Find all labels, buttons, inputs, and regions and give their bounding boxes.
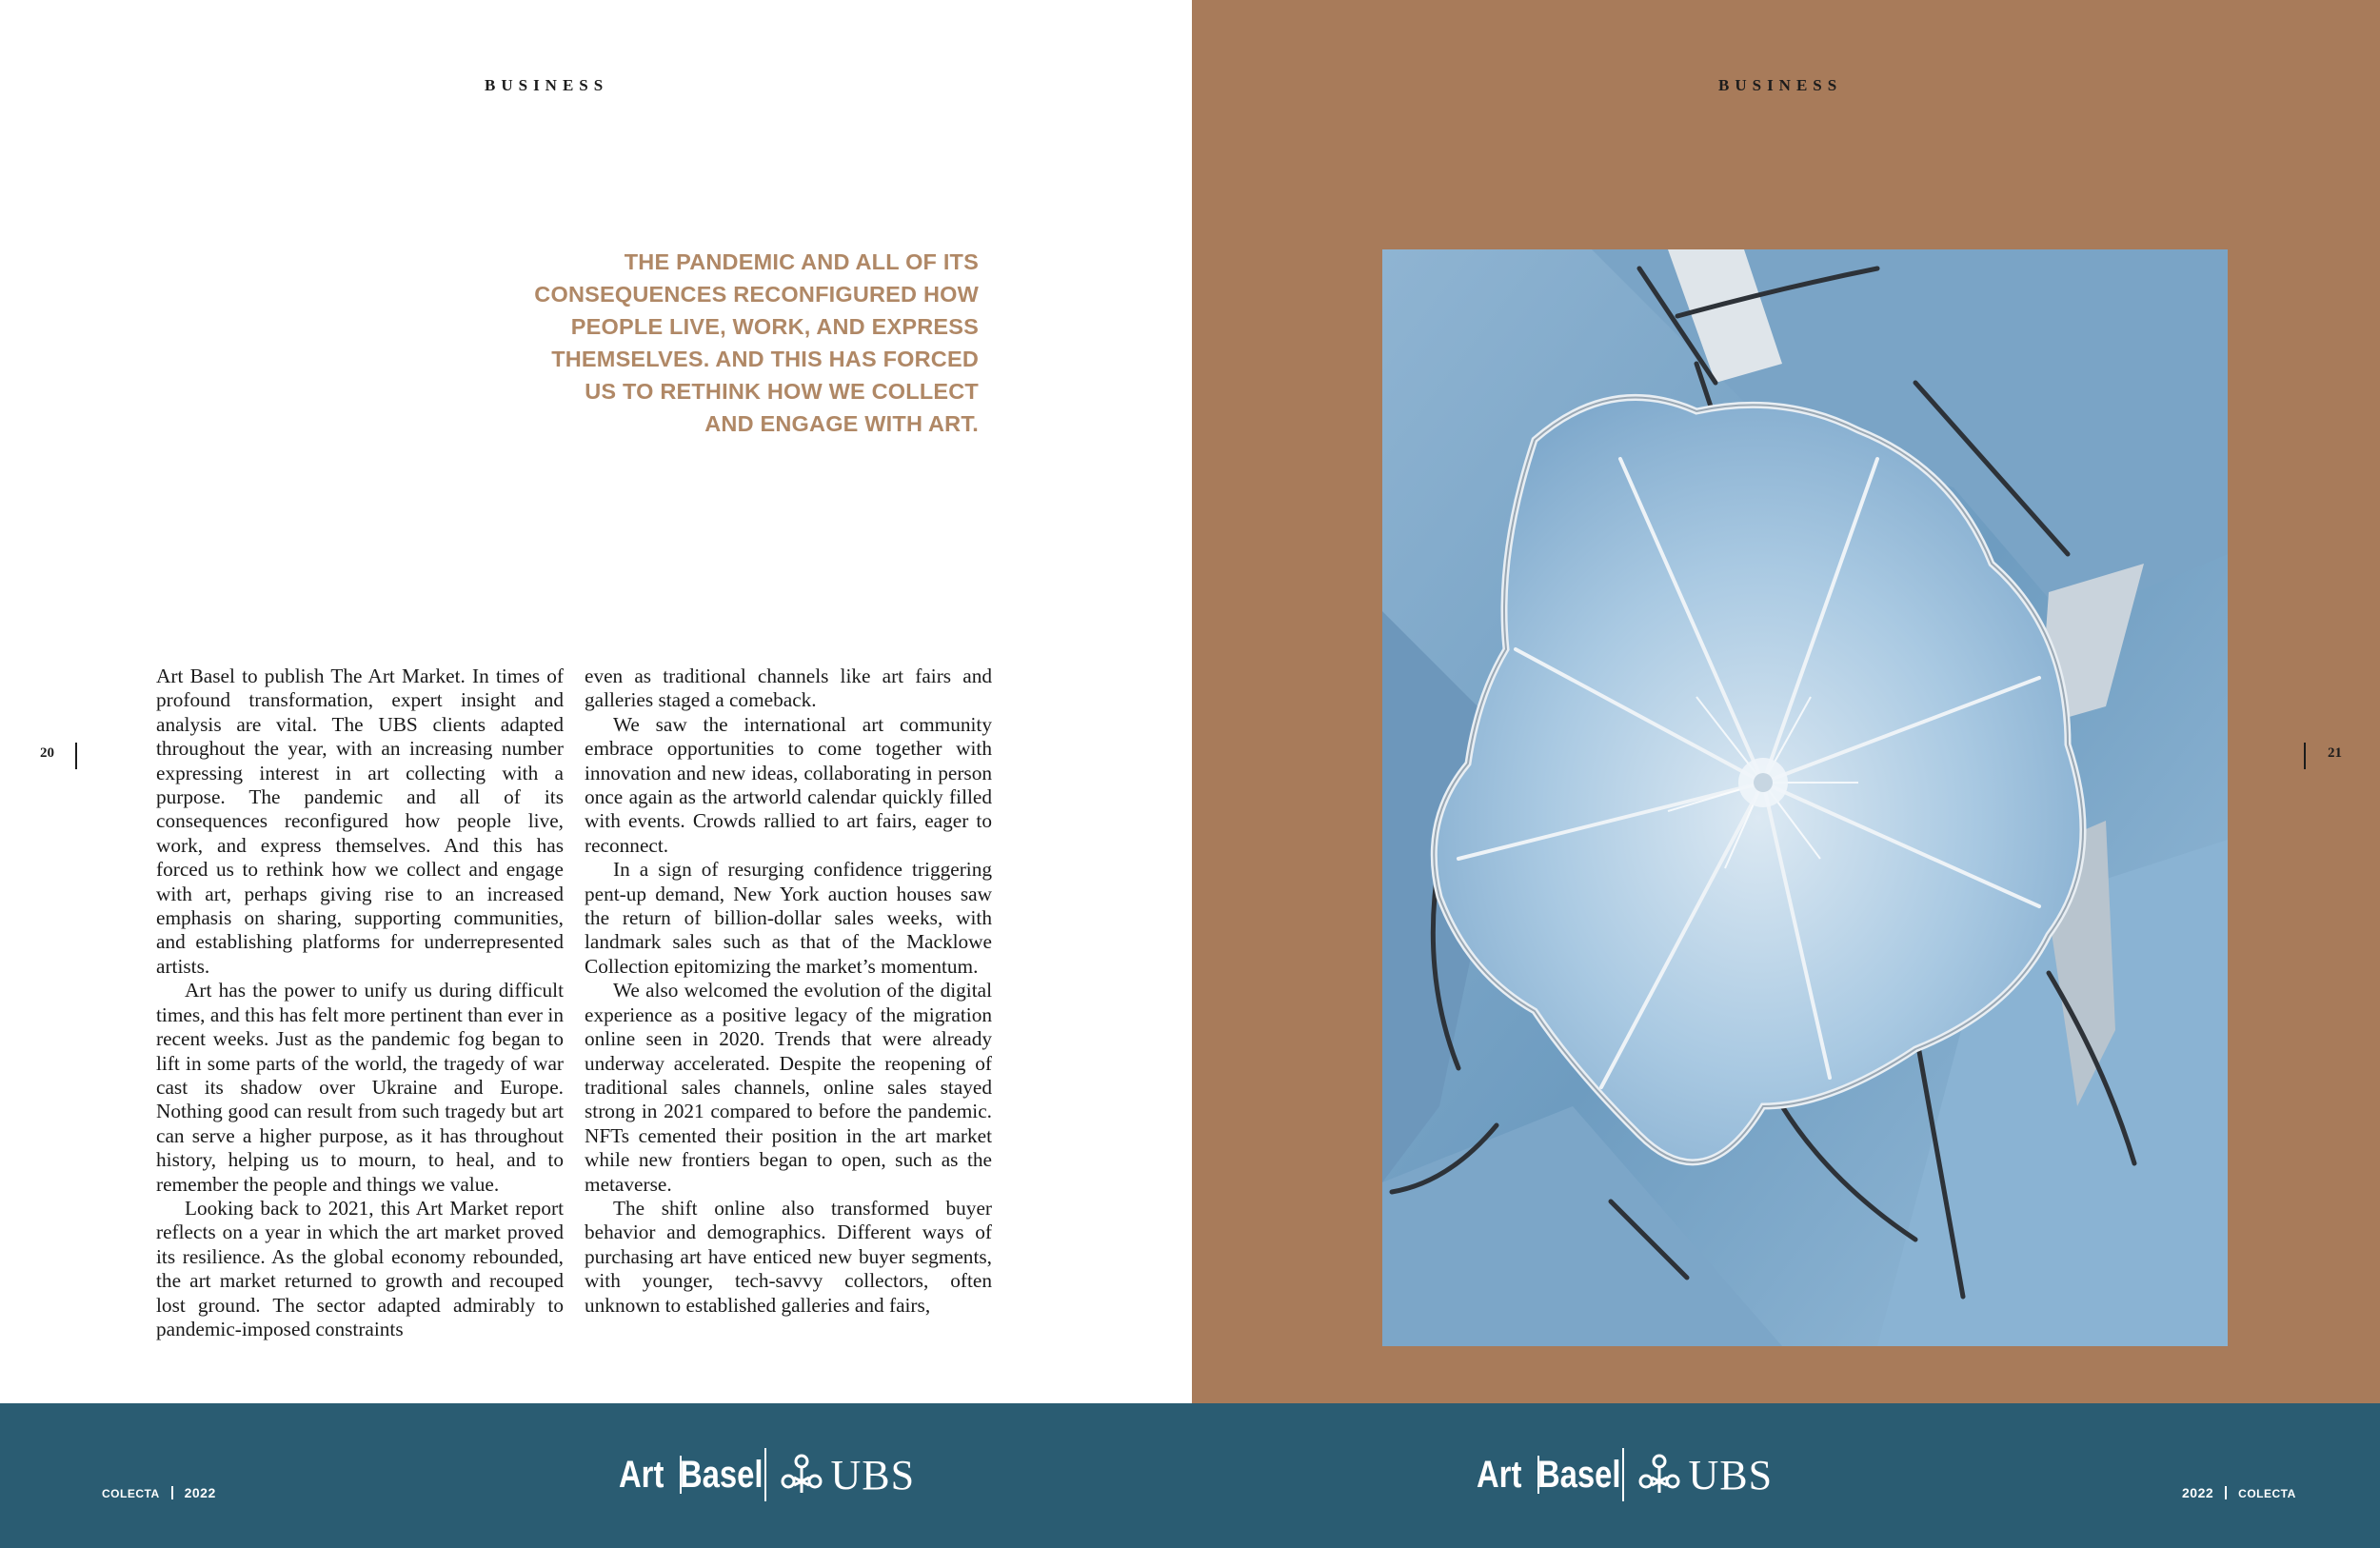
logo-basel: Basel bbox=[1537, 1453, 1621, 1496]
page-number: 21 bbox=[2328, 745, 2342, 761]
pullquote: THE PANDEMIC AND ALL OF ITS CONSEQUENCES RECONFIGURED HOW PEOPLE LIVE, WORK, AND EXPRESS THEMSELVES. AND THIS HAS FORCED US TO RETHINK HOW WE COLLECT AND ENGAGE WITH ART. bbox=[534, 249, 979, 436]
text-column-2 bbox=[585, 665, 992, 1318]
paragraph: In a sign of resurging confidence triggering pent-up demand, New York auction houses saw the return of billion-dollar sales weeks, with landmark sales such as that of the Macklowe Collection epitomizing the market’s momentum. bbox=[585, 858, 992, 978]
paragraph: even as traditional channels like art fairs and galleries staged a comeback. bbox=[585, 665, 992, 712]
footer-separator bbox=[2225, 1486, 2227, 1499]
issue-year: 2022 bbox=[2182, 1485, 2214, 1500]
magazine-name: COLECTA bbox=[2238, 1487, 2296, 1500]
footer-band bbox=[0, 1403, 2380, 1548]
footer-left-credit bbox=[102, 1485, 216, 1500]
footer-right-credit bbox=[2182, 1485, 2296, 1500]
page-number-rule bbox=[75, 743, 77, 769]
logo-divider bbox=[764, 1448, 766, 1501]
section-label: BUSINESS bbox=[485, 76, 609, 94]
section-label: BUSINESS bbox=[1718, 76, 1843, 94]
paragraph: Looking back to 2021, this Art Market report reflects on a year in which the art market proved its resilience. As the global economy rebounded, the art market returned to growth and recouped lost ground. The sector adapted admirably to pandemic-imposed constraints bbox=[156, 1196, 564, 1340]
logo-art: Art bbox=[619, 1453, 664, 1496]
text-column-1 bbox=[156, 665, 564, 1341]
logo-ubs: UBS bbox=[1688, 1451, 1774, 1498]
page-number: 20 bbox=[40, 745, 54, 761]
ubs-keys-icon bbox=[1637, 1453, 1681, 1497]
magazine-name: COLECTA bbox=[102, 1487, 160, 1500]
logo-art: Art bbox=[1477, 1453, 1522, 1496]
logo-ubs: UBS bbox=[830, 1451, 916, 1498]
footer-separator bbox=[171, 1486, 173, 1499]
paragraph: We also welcomed the evolution of the digital experience as a positive legacy of the migration online seen in 2020. Trends that were already underway accelerated. Despite the reopening of traditional sales channels, online sales stayed strong in 2021 compared to before the pandemic. NFTs cemented their position in the art market while new frontiers began to open, such as the metaverse. bbox=[585, 979, 992, 1196]
logo-divider bbox=[1622, 1448, 1624, 1501]
sponsor-logo bbox=[619, 1441, 915, 1508]
paragraph: Art has the power to unify us during difficult times, and this has felt more pertinent than ever in recent weeks. Just as the pandemic fog began to lift in some parts of the world, the tragedy of war cast its shadow over Ukraine and Europe. Nothing good can result from such tragedy but art can serve a higher purpose, as it has throughout history, helping us to mourn, to heal, and to remember the people and things we value. bbox=[156, 979, 564, 1196]
paragraph: The shift online also transformed buyer behavior and demographics. Different ways of purchasing art have enticed new buyer segments, with younger, tech-savvy collectors, often unknown to established galleries and fairs, bbox=[585, 1196, 992, 1317]
artwork-photo bbox=[1382, 249, 2228, 1346]
logo-basel: Basel bbox=[679, 1453, 764, 1496]
paragraph: We saw the international art community embrace opportunities to come together with innovation and new ideas, collaborating in person once again as the artworld calendar quickly filled with events. Crowds rallied to art fairs, eager to reconnect. bbox=[585, 712, 992, 857]
left-page bbox=[0, 0, 1192, 1403]
issue-year: 2022 bbox=[184, 1485, 216, 1500]
sponsor-logo bbox=[1477, 1441, 1773, 1508]
paragraph: Art Basel to publish The Art Market. In times of profound transformation, expert insight and analysis are vital. The UBS clients adapted throughout the year, with an increasing number expressing interest in art collecting with a purpose. The pandemic and all of its consequences reconfigured how people live, work, and express themselves. And this has forced us to rethink how we collect and engage with art, perhaps giving rise to an increased emphasis on sharing, supporting communities, and establishing platforms for underrepresented artists. bbox=[156, 665, 564, 978]
page-number-rule bbox=[2304, 743, 2306, 769]
ubs-keys-icon bbox=[780, 1453, 823, 1497]
